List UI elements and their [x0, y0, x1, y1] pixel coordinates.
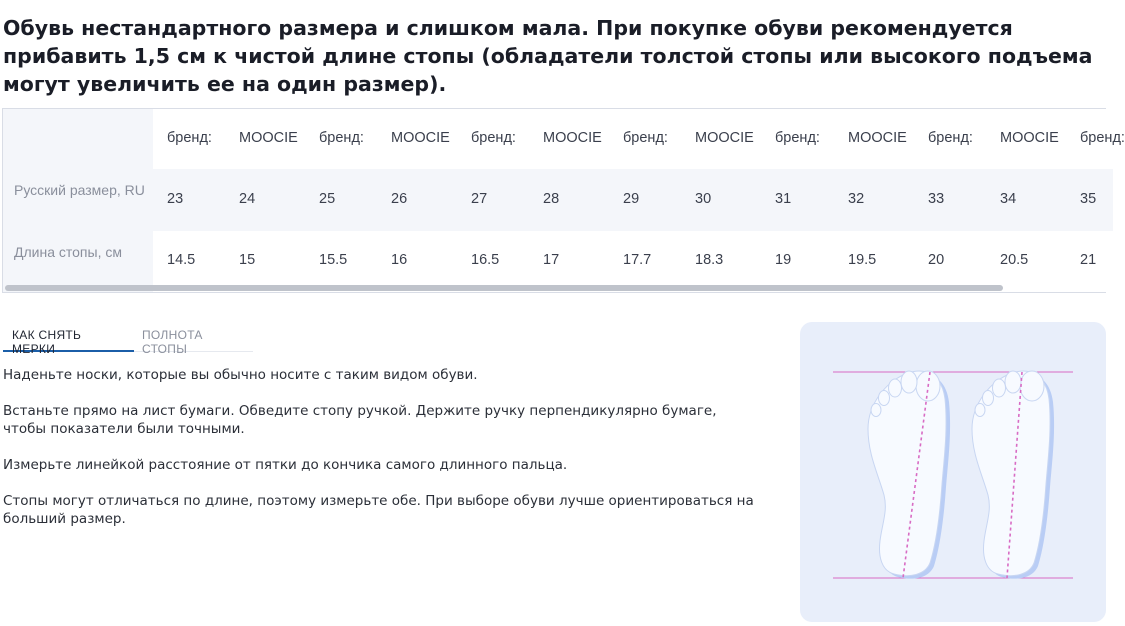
size-table[interactable]: [2, 108, 1125, 293]
foot-length-cell: 15: [239, 252, 256, 268]
row-label-foot-length: Длина стопы, см: [14, 244, 122, 260]
header-cell: бренд:: [775, 130, 820, 146]
foot-length-cell: 16.5: [471, 252, 500, 268]
header-cell: бренд:: [928, 130, 973, 146]
foot-length-cell: 17.7: [623, 252, 652, 268]
ru-size-cell: 32: [848, 191, 865, 207]
tab-foot-width[interactable]: ПОЛНОТА СТОПЫ: [142, 328, 203, 356]
foot-length-cell: 20: [928, 252, 945, 268]
foot-length-cell: 18.3: [695, 252, 724, 268]
foot-measurement-illustration: [800, 322, 1106, 622]
ru-size-cell: 26: [391, 191, 408, 207]
instruction-step: Встаньте прямо на лист бумаги. Обведите стопу ручкой. Держите ручку перпендикулярно бумаге, чтобы показатели были точными.: [3, 403, 717, 437]
header-cell: бренд:: [623, 130, 668, 146]
header-cell: бренд:: [167, 130, 212, 146]
ru-size-cell: 24: [239, 191, 256, 207]
ru-size-cell: 29: [623, 191, 640, 207]
ru-size-cell: 33: [928, 191, 945, 207]
header-cell: MOOCIE: [543, 130, 602, 146]
ru-size-cell: 25: [319, 191, 336, 207]
header-cell: MOOCIE: [1000, 130, 1059, 146]
header-cell: MOOCIE: [239, 130, 298, 146]
horizontal-scrollbar[interactable]: [5, 285, 1003, 291]
ru-size-cell: 34: [1000, 191, 1017, 207]
foot-length-cell: 15.5: [319, 252, 348, 268]
measurement-instructions: [3, 366, 763, 546]
foot-length-cell: 19: [775, 252, 792, 268]
feet-drawing: [800, 322, 1106, 622]
ru-size-cell: 30: [695, 191, 712, 207]
ru-size-cell: 27: [471, 191, 488, 207]
header-cell: MOOCIE: [391, 130, 450, 146]
foot-length-cell: 21: [1080, 252, 1097, 268]
header-cell: бренд:: [319, 130, 364, 146]
header-cell: бренд:: [1080, 130, 1125, 146]
foot-length-cell: 20.5: [1000, 252, 1029, 268]
tab-how-to-measure[interactable]: КАК СНЯТЬ МЕРКИ: [3, 322, 134, 352]
instruction-step: Стопы могут отличаться по длине, поэтому измерьте обе. При выборе обуви лучше ориентироваться на больший размер.: [3, 493, 754, 527]
ru-size-cell: 23: [167, 191, 184, 207]
page-heading: Обувь нестандартного размера и слишком мала. При покупке обуви рекомендуется прибавить 1,5 см к чистой длине стопы (обладатели толстой стопы или высокого подъема могут увеличить ее на один размер).: [3, 16, 1093, 96]
foot-length-cell: 17: [543, 252, 560, 268]
foot-length-cell: 14.5: [167, 252, 196, 268]
ru-size-cell: 31: [775, 191, 792, 207]
instruction-step: Измерьте линейкой расстояние от пятки до кончика самого длинного пальца.: [3, 457, 568, 473]
left-foot-icon: [868, 371, 950, 579]
header-cell: MOOCIE: [695, 130, 754, 146]
right-foot-icon: [972, 371, 1054, 579]
measurement-tabs: [3, 322, 253, 356]
instruction-step: Наденьте носки, которые вы обычно носите с таким видом обуви.: [3, 367, 478, 383]
row-label-ru-size: Русский размер, RU: [14, 182, 145, 198]
row-labels-column: [3, 109, 153, 292]
foot-length-cell: 19.5: [848, 252, 877, 268]
ru-size-cell: 35: [1080, 191, 1097, 207]
table-data-area: [153, 109, 1125, 292]
foot-length-cell: 16: [391, 252, 408, 268]
header-cell: бренд:: [471, 130, 516, 146]
header-cell: MOOCIE: [848, 130, 907, 146]
ru-size-cell: 28: [543, 191, 560, 207]
